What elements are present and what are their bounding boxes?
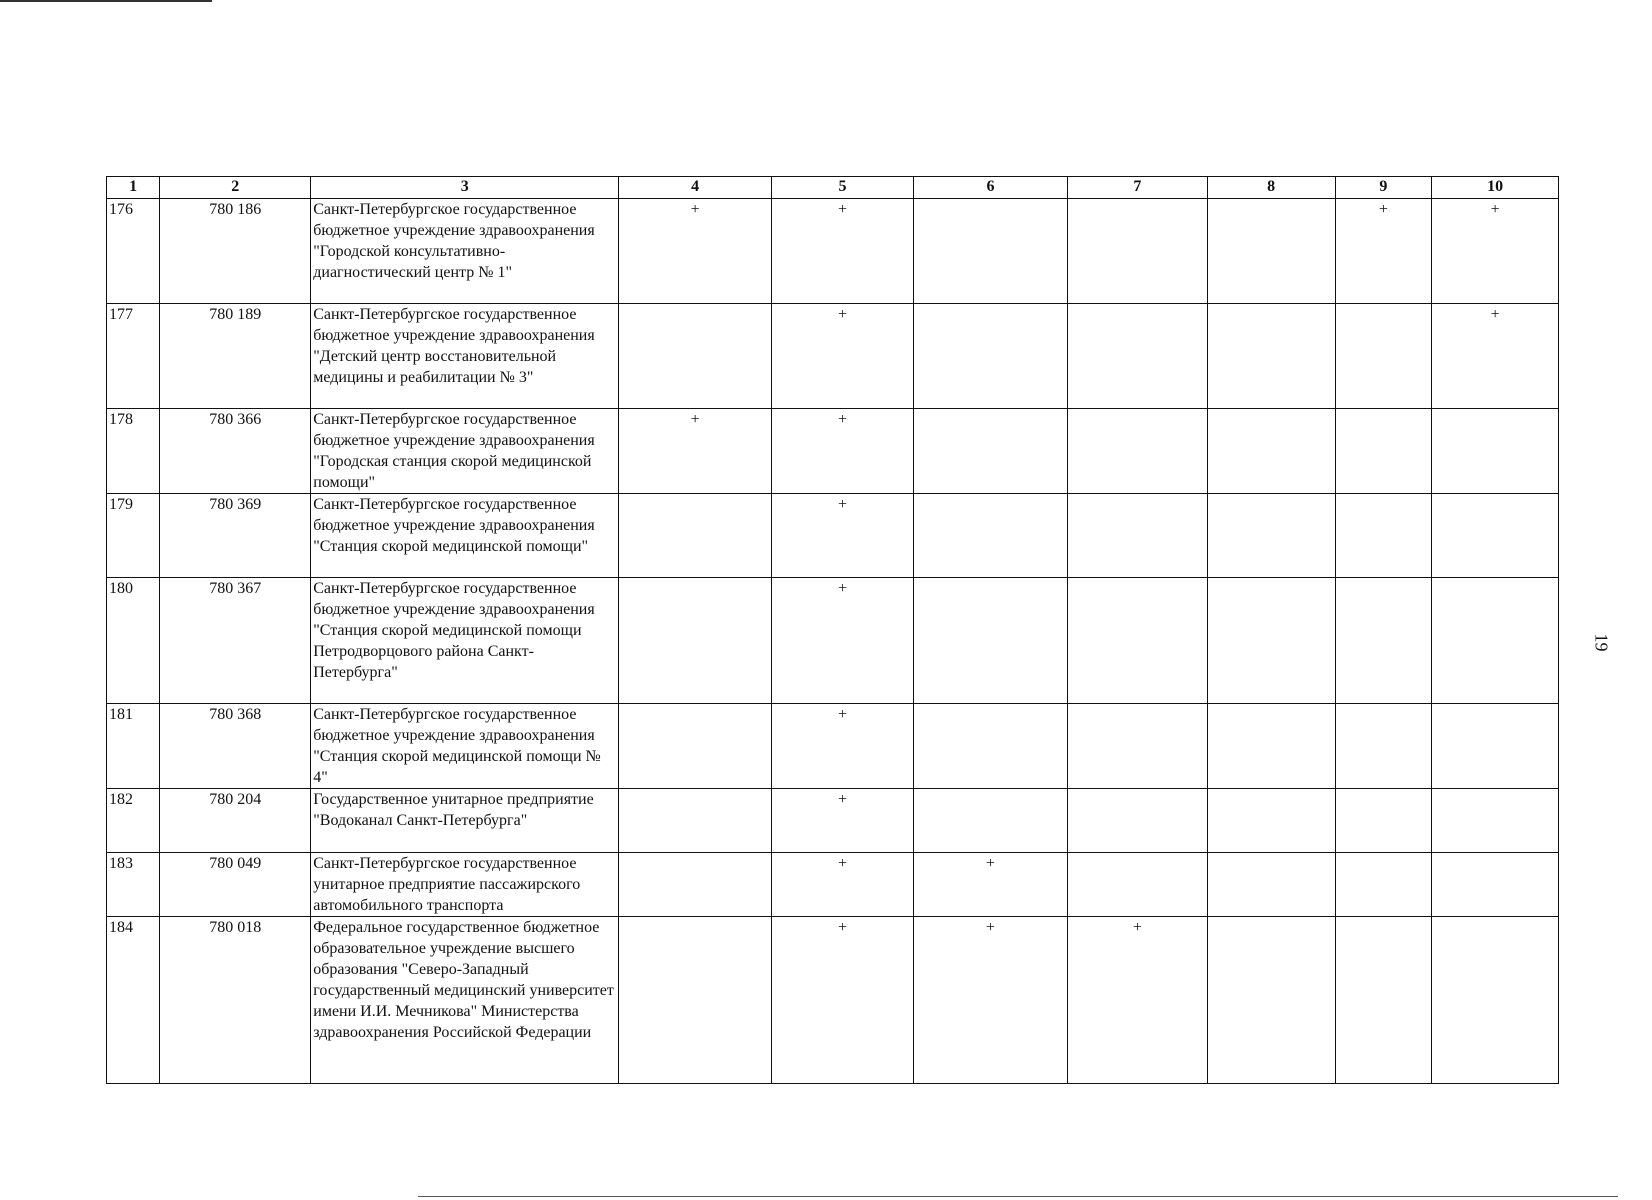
page-number: 19 xyxy=(1591,633,1612,652)
mark-col-6: + xyxy=(913,853,1067,917)
header-col-1: 1 xyxy=(107,177,160,199)
mark-col-5: + xyxy=(772,789,914,853)
mark-col-4 xyxy=(619,494,772,578)
row-number: 178 xyxy=(107,409,160,494)
mark-col-4 xyxy=(619,789,772,853)
mark-col-7 xyxy=(1067,199,1207,304)
mark-col-5: + xyxy=(772,304,914,409)
mark-col-5: + xyxy=(772,578,914,704)
row-number: 183 xyxy=(107,853,160,917)
mark-col-9 xyxy=(1335,917,1432,1084)
mark-col-7: + xyxy=(1067,917,1207,1084)
table-row xyxy=(107,409,1559,494)
row-number: 177 xyxy=(107,304,160,409)
mark-col-4: + xyxy=(619,409,772,494)
row-code: 780 189 xyxy=(160,304,311,409)
row-name: Санкт-Петербургское государственное бюджетное учреждение здравоохранения "Детский центр восстановительной медицины и реабилитации № 3" xyxy=(311,304,619,409)
row-number: 182 xyxy=(107,789,160,853)
row-code: 780 204 xyxy=(160,789,311,853)
mark-col-6: + xyxy=(913,917,1067,1084)
header-col-3: 3 xyxy=(311,177,619,199)
row-number: 181 xyxy=(107,704,160,789)
header-col-10: 10 xyxy=(1432,177,1559,199)
row-code: 780 049 xyxy=(160,853,311,917)
mark-col-10: + xyxy=(1432,304,1559,409)
mark-col-7 xyxy=(1067,409,1207,494)
mark-col-8 xyxy=(1207,494,1335,578)
header-col-5: 5 xyxy=(772,177,914,199)
row-code: 780 368 xyxy=(160,704,311,789)
mark-col-10 xyxy=(1432,704,1559,789)
table-row xyxy=(107,199,1559,304)
mark-col-5: + xyxy=(772,199,914,304)
mark-col-7 xyxy=(1067,853,1207,917)
mark-col-7 xyxy=(1067,494,1207,578)
row-code: 780 186 xyxy=(160,199,311,304)
row-code: 780 369 xyxy=(160,494,311,578)
mark-col-6 xyxy=(913,304,1067,409)
mark-col-10 xyxy=(1432,853,1559,917)
mark-col-9 xyxy=(1335,853,1432,917)
row-name: Федеральное государственное бюджетное образовательное учреждение высшего образования "Северо-Западный государственный медицинский университет имени И.И. Мечникова" Министерства здравоохранения Российской Федерации xyxy=(311,917,619,1084)
row-name: Государственное унитарное предприятие "Водоканал Санкт-Петербурга" xyxy=(311,789,619,853)
mark-col-5: + xyxy=(772,917,914,1084)
table-row xyxy=(107,917,1559,1084)
table-row xyxy=(107,789,1559,853)
mark-col-8 xyxy=(1207,917,1335,1084)
table-row xyxy=(107,494,1559,578)
table-row xyxy=(107,853,1559,917)
mark-col-4 xyxy=(619,917,772,1084)
mark-col-9 xyxy=(1335,409,1432,494)
row-name: Санкт-Петербургское государственное бюджетное учреждение здравоохранения "Станция скорой медицинской помощи № 4" xyxy=(311,704,619,789)
mark-col-8 xyxy=(1207,789,1335,853)
mark-col-10 xyxy=(1432,789,1559,853)
row-name: Санкт-Петербургское государственное бюджетное учреждение здравоохранения "Городской консультативно-диагностический центр № 1" xyxy=(311,199,619,304)
mark-col-5: + xyxy=(772,853,914,917)
mark-col-8 xyxy=(1207,409,1335,494)
row-name: Санкт-Петербургское государственное бюджетное учреждение здравоохранения "Городская станция скорой медицинской помощи" xyxy=(311,409,619,494)
mark-col-9 xyxy=(1335,789,1432,853)
mark-col-8 xyxy=(1207,704,1335,789)
mark-col-6 xyxy=(913,578,1067,704)
mark-col-4 xyxy=(619,578,772,704)
mark-col-10 xyxy=(1432,409,1559,494)
mark-col-6 xyxy=(913,494,1067,578)
row-number: 179 xyxy=(107,494,160,578)
mark-col-7 xyxy=(1067,704,1207,789)
row-code: 780 366 xyxy=(160,409,311,494)
mark-col-9 xyxy=(1335,304,1432,409)
mark-col-4: + xyxy=(619,199,772,304)
mark-col-9: + xyxy=(1335,199,1432,304)
row-name: Санкт-Петербургское государственное бюджетное учреждение здравоохранения "Станция скорой медицинской помощи Петродворцового района Санкт-Петербурга" xyxy=(311,578,619,704)
mark-col-8 xyxy=(1207,199,1335,304)
header-col-6: 6 xyxy=(913,177,1067,199)
header-col-4: 4 xyxy=(619,177,772,199)
mark-col-10 xyxy=(1432,917,1559,1084)
row-name: Санкт-Петербургское государственное унитарное предприятие пассажирского автомобильного транспорта xyxy=(311,853,619,917)
row-code: 780 018 xyxy=(160,917,311,1084)
row-code: 780 367 xyxy=(160,578,311,704)
mark-col-4 xyxy=(619,704,772,789)
mark-col-8 xyxy=(1207,853,1335,917)
table-row xyxy=(107,578,1559,704)
mark-col-7 xyxy=(1067,304,1207,409)
mark-col-5: + xyxy=(772,409,914,494)
row-number: 184 xyxy=(107,917,160,1084)
mark-col-5: + xyxy=(772,704,914,789)
mark-col-10: + xyxy=(1432,199,1559,304)
header-row xyxy=(107,177,1559,199)
mark-col-9 xyxy=(1335,704,1432,789)
mark-col-6 xyxy=(913,789,1067,853)
mark-col-7 xyxy=(1067,789,1207,853)
mark-col-6 xyxy=(913,704,1067,789)
mark-col-6 xyxy=(913,199,1067,304)
mark-col-6 xyxy=(913,409,1067,494)
table-row xyxy=(107,304,1559,409)
mark-col-9 xyxy=(1335,578,1432,704)
register-table xyxy=(106,176,1559,1084)
mark-col-10 xyxy=(1432,578,1559,704)
row-number: 180 xyxy=(107,578,160,704)
row-number: 176 xyxy=(107,199,160,304)
header-col-8: 8 xyxy=(1207,177,1335,199)
row-name: Санкт-Петербургское государственное бюджетное учреждение здравоохранения "Станция скорой медицинской помощи" xyxy=(311,494,619,578)
mark-col-4 xyxy=(619,853,772,917)
mark-col-5: + xyxy=(772,494,914,578)
mark-col-10 xyxy=(1432,494,1559,578)
scan-artifact-bottom xyxy=(418,1196,1618,1197)
mark-col-9 xyxy=(1335,494,1432,578)
mark-col-8 xyxy=(1207,578,1335,704)
header-col-7: 7 xyxy=(1067,177,1207,199)
mark-col-8 xyxy=(1207,304,1335,409)
scan-artifact-top xyxy=(0,0,212,2)
header-col-2: 2 xyxy=(160,177,311,199)
header-col-9: 9 xyxy=(1335,177,1432,199)
mark-col-7 xyxy=(1067,578,1207,704)
table-row xyxy=(107,704,1559,789)
mark-col-4 xyxy=(619,304,772,409)
